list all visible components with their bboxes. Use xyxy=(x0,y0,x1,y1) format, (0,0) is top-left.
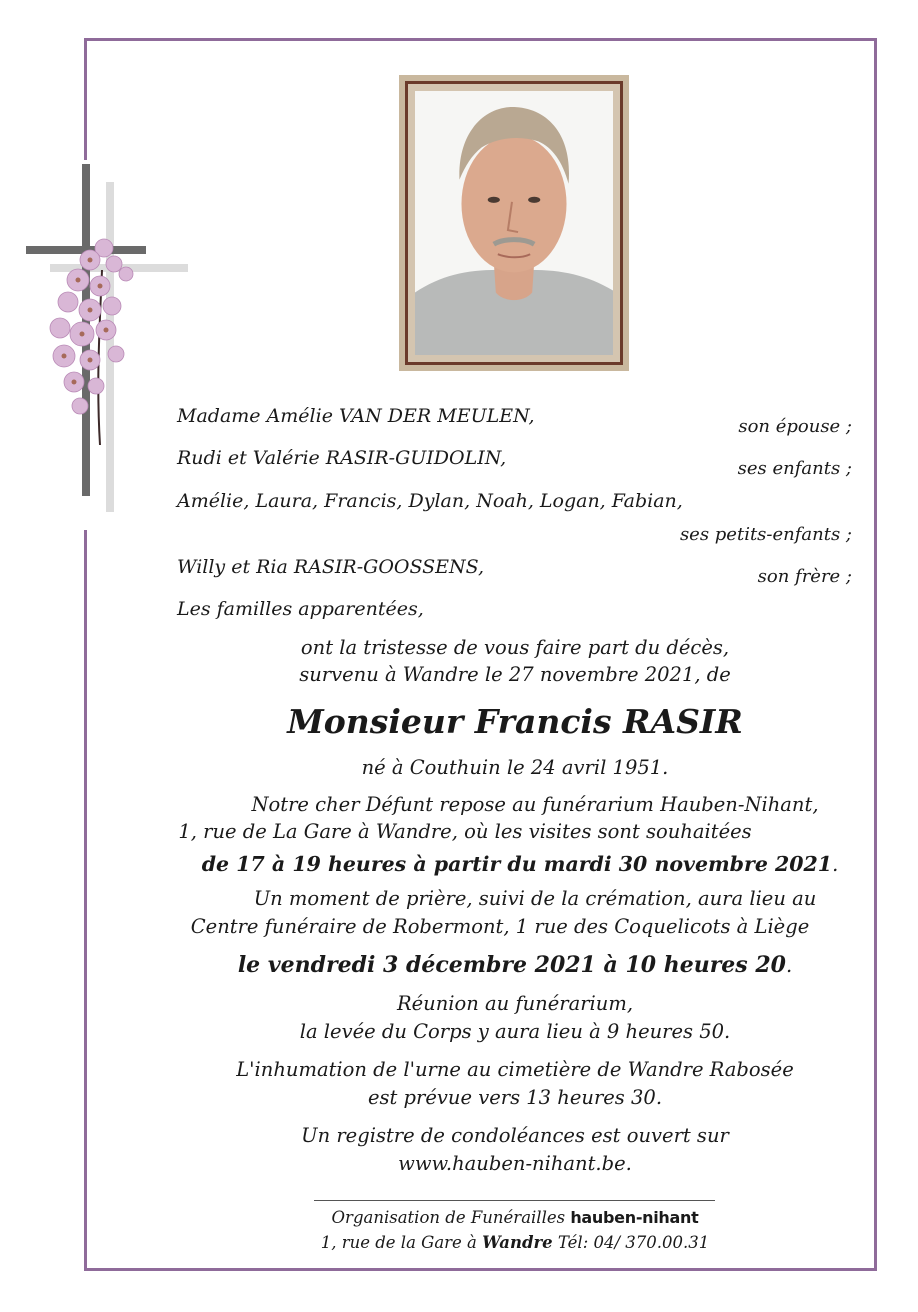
orchid-flowers-icon xyxy=(34,230,154,460)
family-names-spouse: Madame Amélie VAN DER MEULEN, xyxy=(177,405,535,427)
visits-hours-text: de 17 à 19 heures à partir du mardi 30 novembre 2021 xyxy=(201,852,833,876)
ceremony-line-1: Un moment de prière, suivi de la crémation, aura lieu au xyxy=(253,887,817,910)
family-names-relatives: Les familles apparentées, xyxy=(177,598,424,620)
ceremony-date-text: le vendredi 3 décembre 2021 à 10 heures 20 xyxy=(237,952,786,978)
portrait-frame xyxy=(399,75,629,371)
family-names-grandchildren: Amélie, Laura, Francis, Dylan, Noah, Logan, Fabian, xyxy=(177,490,683,512)
deceased-name: Monsieur Francis RASIR xyxy=(287,702,743,741)
family-relation-brother: son frère ; xyxy=(757,566,852,587)
footer-address: 1, rue de la Gare à Wandre Tél: 04/ 370.00.31 xyxy=(320,1233,710,1252)
ceremony-line-2: Centre funéraire de Robermont, 1 rue des Coquelicots à Liège xyxy=(190,915,810,938)
visits-hours: de 17 à 19 heures à partir du mardi 30 novembre 2021. xyxy=(201,852,839,876)
meeting-line-2: la levée du Corps y aura lieu à 9 heures 50. xyxy=(299,1020,731,1043)
funeral-home-logo: hauben-nihant xyxy=(570,1208,699,1227)
portrait-photo xyxy=(415,91,613,355)
announcement-line-2: survenu à Wandre le 27 novembre 2021, de xyxy=(299,663,731,686)
birth-info: né à Couthuin le 24 avril 1951. xyxy=(361,756,669,779)
footer-divider xyxy=(314,1200,715,1201)
urn-line-2: est prévue vers 13 heures 30. xyxy=(367,1086,663,1109)
visits-line-2: 1, rue de La Gare à Wandre, où les visites sont souhaitées xyxy=(178,820,752,843)
footer-phone: Tél: 04/ 370.00.31 xyxy=(557,1233,710,1252)
urn-line-1: L'inhumation de l'urne au cimetière de Wandre Rabosée xyxy=(236,1058,794,1081)
family-relation-spouse: son épouse ; xyxy=(738,416,852,437)
family-names-children: Rudi et Valérie RASIR-GUIDOLIN, xyxy=(177,447,507,469)
family-names-brother: Willy et Ria RASIR-GOOSSENS, xyxy=(177,556,485,578)
family-relation-grandchildren: ses petits-enfants ; xyxy=(679,524,852,545)
footer-town: Wandre xyxy=(482,1233,553,1252)
register-website: www.hauben-nihant.be. xyxy=(398,1152,632,1175)
visits-line-1: Notre cher Défunt repose au funérarium Hauben-Nihant, xyxy=(251,793,819,816)
footer-organisation: Organisation de Funérailles hauben-nihant xyxy=(331,1208,699,1227)
family-relation-children: ses enfants ; xyxy=(737,458,852,479)
meeting-line-1: Réunion au funérarium, xyxy=(396,992,634,1015)
announcement-line-1: ont la tristesse de vous faire part du décès, xyxy=(300,636,730,659)
cross-with-flowers-decoration xyxy=(20,160,180,530)
ceremony-date: le vendredi 3 décembre 2021 à 10 heures 20. xyxy=(237,952,793,978)
register-line-1: Un registre de condoléances est ouvert sur xyxy=(301,1124,729,1147)
